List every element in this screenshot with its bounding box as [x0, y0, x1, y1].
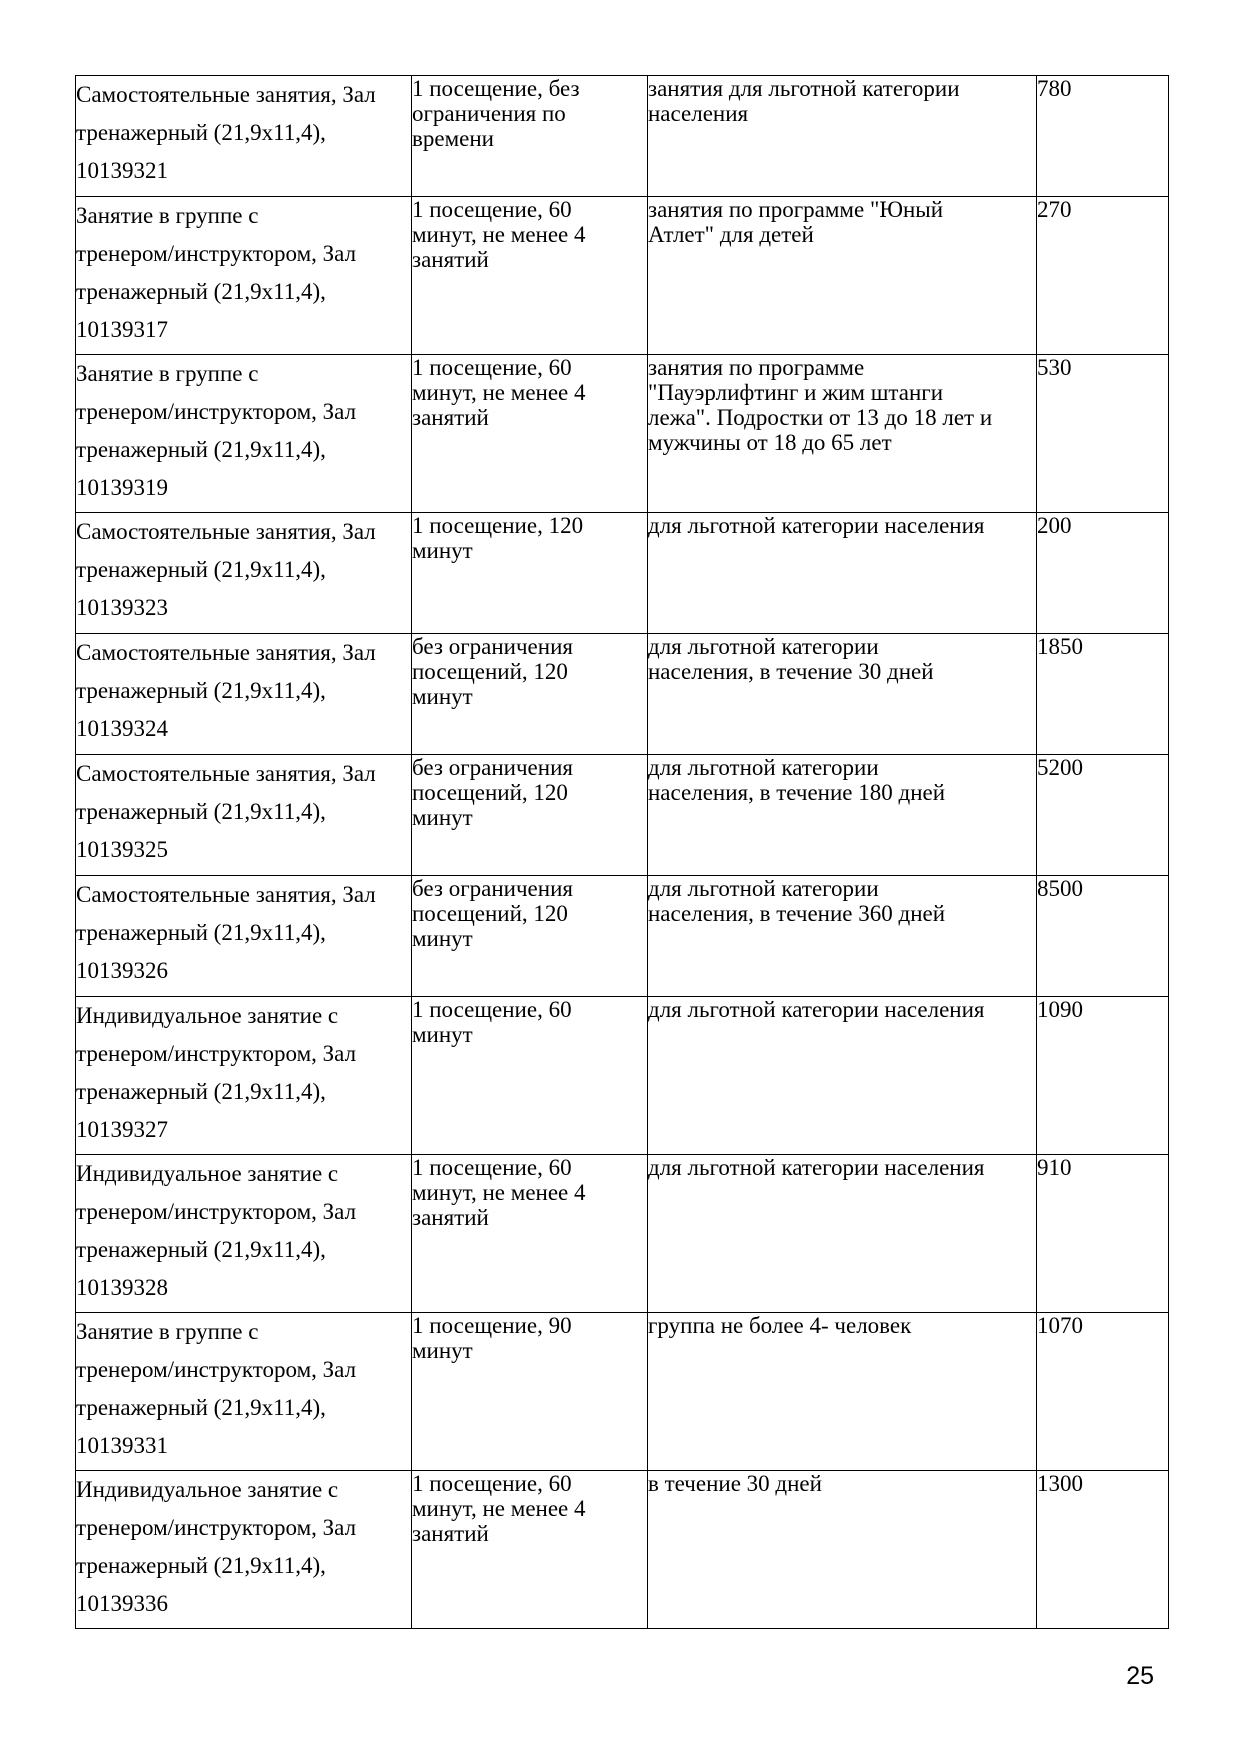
price-cell — [1037, 1155, 1169, 1313]
service-price: 1090 — [1037, 997, 1083, 1022]
service-price: 200 — [1037, 513, 1072, 538]
table-row — [76, 513, 1169, 634]
conditions-cell — [412, 1471, 648, 1629]
service-name-cell — [76, 997, 412, 1155]
note-cell — [648, 197, 1037, 355]
table-row — [76, 634, 1169, 755]
service-price: 780 — [1037, 76, 1072, 101]
service-price: 1850 — [1037, 634, 1083, 659]
price-cell — [1037, 997, 1169, 1155]
price-cell — [1037, 876, 1169, 997]
table-row — [76, 76, 1169, 197]
note-cell — [648, 1313, 1037, 1471]
price-cell — [1037, 1313, 1169, 1471]
service-note: для льготной категории населения — [648, 513, 985, 538]
conditions-cell — [412, 197, 648, 355]
service-name-cell — [76, 355, 412, 513]
service-conditions: без ограничения посещений, 120 минут — [412, 755, 573, 830]
service-name-cell — [76, 1471, 412, 1629]
price-cell — [1037, 1471, 1169, 1629]
price-cell — [1037, 513, 1169, 634]
table-row — [76, 1155, 1169, 1313]
page-number: 25 — [1126, 1662, 1154, 1690]
service-conditions: 1 посещение, 60 минут — [412, 997, 572, 1047]
service-name-cell — [76, 76, 412, 197]
service-note: занятия для льготной категории населения — [648, 76, 960, 126]
service-conditions: 1 посещение, без ограничения по времени — [412, 76, 580, 151]
service-price: 5200 — [1037, 755, 1083, 780]
conditions-cell — [412, 513, 648, 634]
service-name-cell — [76, 1313, 412, 1471]
service-conditions: без ограничения посещений, 120 минут — [412, 634, 573, 709]
service-name: Индивидуальное занятие с тренером/инструктором, Зал тренажерный (21,9x11,4), 10139328 — [76, 1161, 357, 1300]
table-row — [76, 197, 1169, 355]
conditions-cell — [412, 634, 648, 755]
service-conditions: 1 посещение, 60 минут, не менее 4 занятий — [412, 1471, 586, 1546]
table-row — [76, 1313, 1169, 1471]
conditions-cell — [412, 876, 648, 997]
service-note: занятия по программе "Пауэрлифтинг и жим штанги лежа". Подростки от 13 до 18 лет и мужчины от 18 до 65 лет — [648, 355, 993, 455]
price-cell — [1037, 355, 1169, 513]
price-cell — [1037, 634, 1169, 755]
service-conditions: 1 посещение, 60 минут, не менее 4 занятий — [412, 197, 586, 272]
service-note: для льготной категории населения, в течение 360 дней — [648, 876, 946, 926]
table-row — [76, 1471, 1169, 1629]
conditions-cell — [412, 355, 648, 513]
note-cell — [648, 76, 1037, 197]
service-name: Индивидуальное занятие с тренером/инструктором, Зал тренажерный (21,9x11,4), 10139327 — [76, 1003, 357, 1142]
service-name: Самостоятельные занятия, Зал тренажерный (21,9x11,4), 10139326 — [76, 882, 376, 983]
service-name-cell — [76, 513, 412, 634]
service-note: группа не более 4- человек — [648, 1313, 912, 1338]
service-price: 530 — [1037, 355, 1072, 380]
service-name-cell — [76, 197, 412, 355]
conditions-cell — [412, 755, 648, 876]
note-cell — [648, 634, 1037, 755]
service-price: 270 — [1037, 197, 1072, 222]
service-note: для льготной категории населения, в течение 180 дней — [648, 755, 946, 805]
service-price: 8500 — [1037, 876, 1083, 901]
price-cell — [1037, 197, 1169, 355]
service-conditions: 1 посещение, 60 минут, не менее 4 занятий — [412, 355, 586, 430]
service-note: занятия по программе "Юный Атлет" для детей — [648, 197, 944, 247]
service-name: Занятие в группе с тренером/инструктором, Зал тренажерный (21,9x11,4), 10139317 — [76, 203, 357, 342]
service-note: для льготной категории населения — [648, 997, 985, 1022]
conditions-cell — [412, 76, 648, 197]
service-name: Индивидуальное занятие с тренером/инструктором, Зал тренажерный (21,9x11,4), 10139336 — [76, 1477, 357, 1616]
note-cell — [648, 755, 1037, 876]
service-name: Занятие в группе с тренером/инструктором, Зал тренажерный (21,9x11,4), 10139319 — [76, 361, 357, 500]
service-name-cell — [76, 1155, 412, 1313]
price-cell — [1037, 755, 1169, 876]
note-cell — [648, 1155, 1037, 1313]
conditions-cell — [412, 1313, 648, 1471]
note-cell — [648, 997, 1037, 1155]
service-name: Самостоятельные занятия, Зал тренажерный (21,9x11,4), 10139325 — [76, 761, 376, 862]
service-conditions: 1 посещение, 120 минут — [412, 513, 584, 563]
service-conditions: без ограничения посещений, 120 минут — [412, 876, 573, 951]
table-row — [76, 876, 1169, 997]
service-name: Самостоятельные занятия, Зал тренажерный (21,9x11,4), 10139323 — [76, 519, 376, 620]
service-name: Самостоятельные занятия, Зал тренажерный (21,9x11,4), 10139324 — [76, 640, 376, 741]
service-note: для льготной категории населения, в течение 30 дней — [648, 634, 934, 684]
note-cell — [648, 513, 1037, 634]
service-name-cell — [76, 634, 412, 755]
price-cell — [1037, 76, 1169, 197]
table-row — [76, 997, 1169, 1155]
price-table-body — [76, 76, 1169, 1629]
service-name: Занятие в группе с тренером/инструктором, Зал тренажерный (21,9x11,4), 10139331 — [76, 1319, 357, 1458]
service-name-cell — [76, 755, 412, 876]
service-name: Самостоятельные занятия, Зал тренажерный (21,9x11,4), 10139321 — [76, 82, 376, 183]
service-name-cell — [76, 876, 412, 997]
service-price: 910 — [1037, 1155, 1072, 1180]
note-cell — [648, 876, 1037, 997]
service-price: 1070 — [1037, 1313, 1083, 1338]
service-conditions: 1 посещение, 60 минут, не менее 4 занятий — [412, 1155, 586, 1230]
service-conditions: 1 посещение, 90 минут — [412, 1313, 572, 1363]
service-price: 1300 — [1037, 1471, 1083, 1496]
price-table — [75, 75, 1169, 1629]
conditions-cell — [412, 997, 648, 1155]
service-note: в течение 30 дней — [648, 1471, 822, 1496]
service-note: для льготной категории населения — [648, 1155, 985, 1180]
note-cell — [648, 355, 1037, 513]
conditions-cell — [412, 1155, 648, 1313]
note-cell — [648, 1471, 1037, 1629]
table-row — [76, 755, 1169, 876]
table-row — [76, 355, 1169, 513]
